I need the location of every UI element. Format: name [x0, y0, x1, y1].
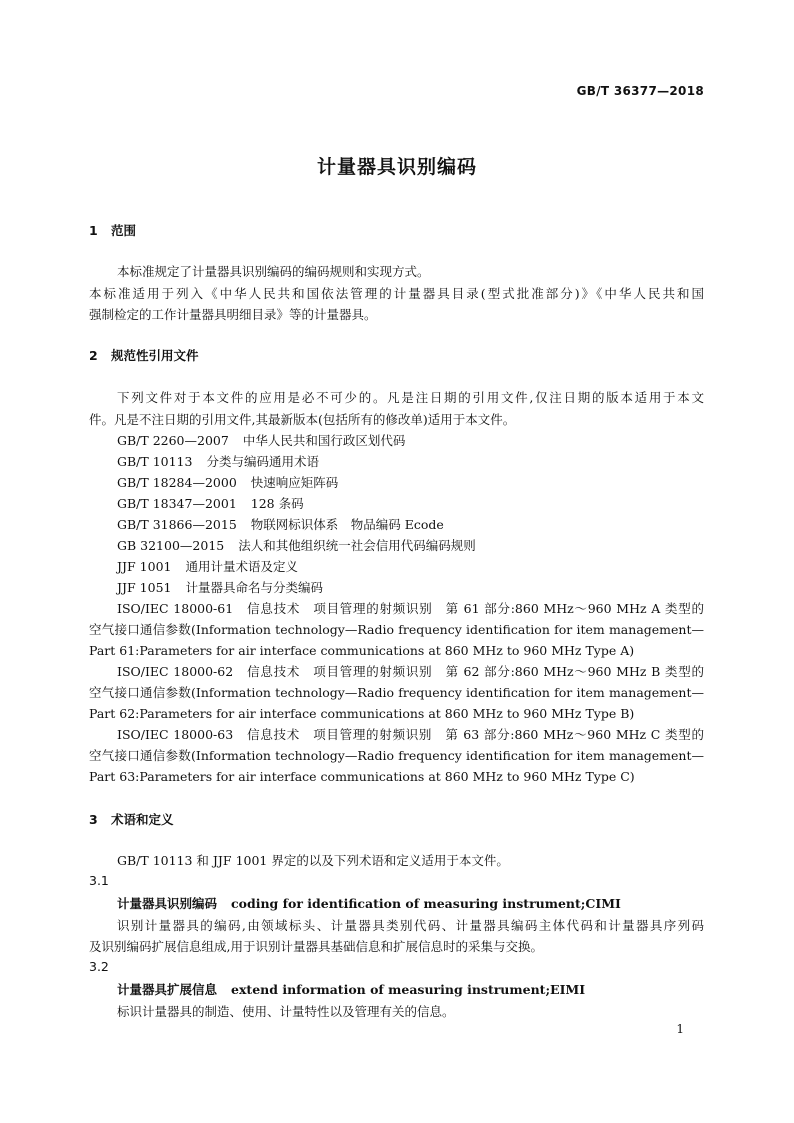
section-number: 1	[89, 223, 98, 238]
reference-code: JJF 1051	[117, 580, 172, 595]
paragraph: 本标准规定了计量器具识别编码的编码规则和实现方式。	[117, 264, 430, 279]
term-zh: 计量器具扩展信息	[117, 982, 218, 997]
reference-title: 通用计量术语及定义	[185, 559, 298, 574]
reference-item	[117, 430, 405, 451]
definition-term	[117, 894, 621, 912]
paragraph-line: 本标准适用于列入《中华人民共和国依法管理的计量器具目录(型式批准部分)》《中华人民共和国	[89, 286, 704, 301]
iso-reference-line: Part 61:Parameters for air interface communications at 860 MHz to 960 MHz Type A)	[89, 643, 635, 658]
paragraph-line: 件。凡是不注日期的引用文件,其最新版本(包括所有的修改单)适用于本文件。	[89, 412, 516, 427]
reference-code: GB/T 2260—2007	[117, 433, 229, 448]
reference-title: 计量器具命名与分类编码	[185, 580, 323, 595]
term-zh: 计量器具识别编码	[117, 896, 218, 911]
reference-item	[117, 514, 444, 535]
paragraph-line: 强制检定的工作计量器具明细目录》等的计量器具。	[89, 307, 377, 322]
iso-reference-line: ISO/IEC 18000-63 信息技术 项目管理的射频识别 第 63 部分:860 MHz～960 MHz C 类型的	[117, 727, 704, 742]
definition-text-line: 识别计量器具的编码,由领域标头、计量器具类别代码、计量器具编码主体代码和计量器具序列码	[117, 918, 704, 933]
reference-title: 分类与编码通用术语	[206, 454, 319, 469]
section-1-heading	[89, 221, 136, 239]
definition-number: 3.1	[89, 873, 109, 888]
reference-title: 中华人民共和国行政区划代码	[242, 433, 406, 448]
paragraph-line: 下列文件对于本文件的应用是必不可少的。凡是注日期的引用文件,仅注日期的版本适用于本文	[117, 390, 704, 405]
reference-item	[117, 556, 298, 577]
reference-title: 物联网标识体系 物品编码 Ecode	[250, 517, 444, 532]
reference-code: GB 32100—2015	[117, 538, 225, 553]
reference-item	[117, 577, 323, 598]
reference-title: 快速响应矩阵码	[250, 475, 339, 490]
definition-text: 标识计量器具的制造、使用、计量特性以及管理有关的信息。	[117, 1004, 455, 1019]
reference-code: GB/T 31866—2015	[117, 517, 237, 532]
page-title: 计量器具识别编码	[316, 156, 477, 178]
iso-reference-line: ISO/IEC 18000-61 信息技术 项目管理的射频识别 第 61 部分:860 MHz～960 MHz A 类型的	[117, 601, 704, 616]
reference-item	[117, 451, 319, 472]
standard-code: GB/T 36377—2018	[576, 84, 704, 98]
reference-item	[117, 493, 304, 514]
iso-reference-line: ISO/IEC 18000-62 信息技术 项目管理的射频识别 第 62 部分:860 MHz～960 MHz B 类型的	[117, 664, 704, 679]
iso-reference-line: 空气接口通信参数(Information technology—Radio frequency identification for item management—	[89, 748, 704, 763]
term-en: coding for identification of measuring instrument;CIMI	[231, 896, 621, 911]
reference-item	[117, 472, 338, 493]
paragraph: GB/T 10113 和 JJF 1001 界定的以及下列术语和定义适用于本文件。	[117, 853, 509, 868]
section-title: 范围	[111, 223, 137, 238]
reference-title: 法人和其他组织统一社会信用代码编码规则	[238, 538, 476, 553]
page-number: 1	[676, 1022, 684, 1036]
section-2-heading	[89, 346, 199, 364]
iso-reference-line: 空气接口通信参数(Information technology—Radio frequency identification for item management—	[89, 622, 704, 637]
reference-code: GB/T 18347—2001	[117, 496, 237, 511]
definition-number: 3.2	[89, 959, 109, 974]
reference-code: GB/T 18284—2000	[117, 475, 237, 490]
iso-reference-line: Part 63:Parameters for air interface communications at 860 MHz to 960 MHz Type C)	[89, 769, 635, 784]
reference-item	[117, 535, 476, 556]
reference-title: 128 条码	[250, 496, 304, 511]
definition-text-line: 及识别编码扩展信息组成,用于识别计量器具基础信息和扩展信息时的采集与交换。	[89, 939, 543, 954]
reference-code: JJF 1001	[117, 559, 172, 574]
iso-reference-line: Part 62:Parameters for air interface communications at 860 MHz to 960 MHz Type B)	[89, 706, 635, 721]
reference-code: GB/T 10113	[117, 454, 193, 469]
iso-reference-line: 空气接口通信参数(Information technology—Radio frequency identification for item management—	[89, 685, 704, 700]
section-title: 规范性引用文件	[111, 348, 199, 363]
section-number: 3	[89, 812, 98, 827]
section-number: 2	[89, 348, 98, 363]
section-title: 术语和定义	[111, 812, 174, 827]
definition-term	[117, 980, 585, 998]
term-en: extend information of measuring instrument;EIMI	[231, 982, 586, 997]
section-3-heading	[89, 810, 174, 828]
